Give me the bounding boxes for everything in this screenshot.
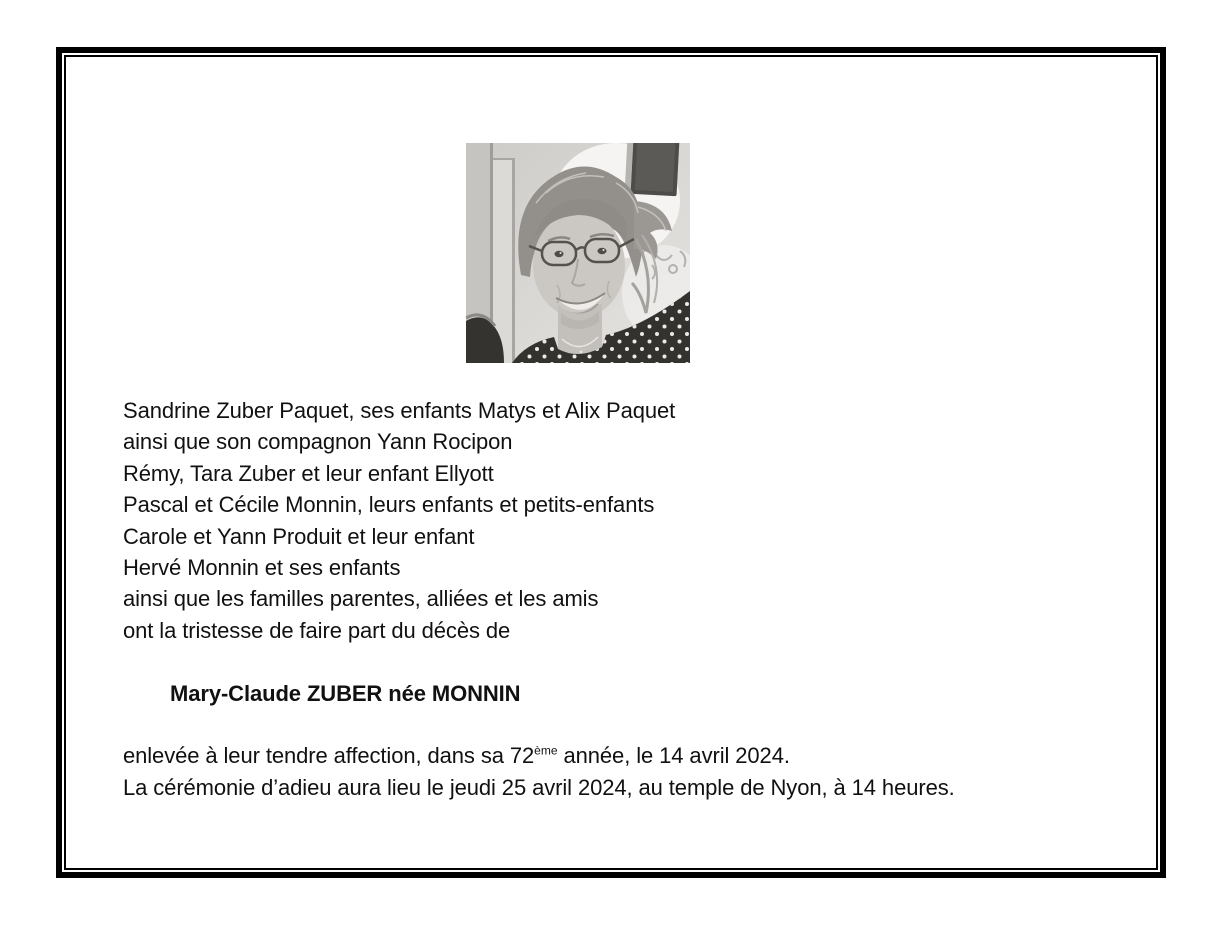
closing-line-2: La cérémonie d’adieu aura lieu le jeudi 25 avril 2024, au temple de Nyon, à 14 heures. xyxy=(123,774,955,800)
family-line: Hervé Monnin et ses enfants xyxy=(123,555,401,581)
ordinal-superscript: ème xyxy=(534,744,558,759)
family-line: Sandrine Zuber Paquet, ses enfants Matys et Alix Paquet xyxy=(123,398,676,423)
deceased-name: Mary-Claude ZUBER née MONNIN xyxy=(170,680,521,706)
closing-line-1 xyxy=(123,740,1123,771)
family-line: ainsi que son compagnon Yann Rocipon xyxy=(123,429,513,455)
portrait-photo-graphic xyxy=(466,143,690,363)
announcement-text xyxy=(123,395,1123,803)
closing-line-1-start: enlevée à leur tendre affection, dans sa 72 xyxy=(123,743,535,769)
family-line: Rémy, Tara Zuber et leur enfant Ellyott xyxy=(123,460,494,486)
family-line: Pascal et Cécile Monnin, leurs enfants et petits-enfants xyxy=(123,492,655,518)
closing-line-1-end: année, le 14 avril 2024. xyxy=(557,743,790,769)
family-line: Carole et Yann Produit et leur enfant xyxy=(123,523,475,549)
family-line: ainsi que les familles parentes, alliées et les amis xyxy=(123,586,599,612)
family-line: ont la tristesse de faire part du décès de xyxy=(123,617,511,643)
portrait-photo xyxy=(466,143,690,363)
